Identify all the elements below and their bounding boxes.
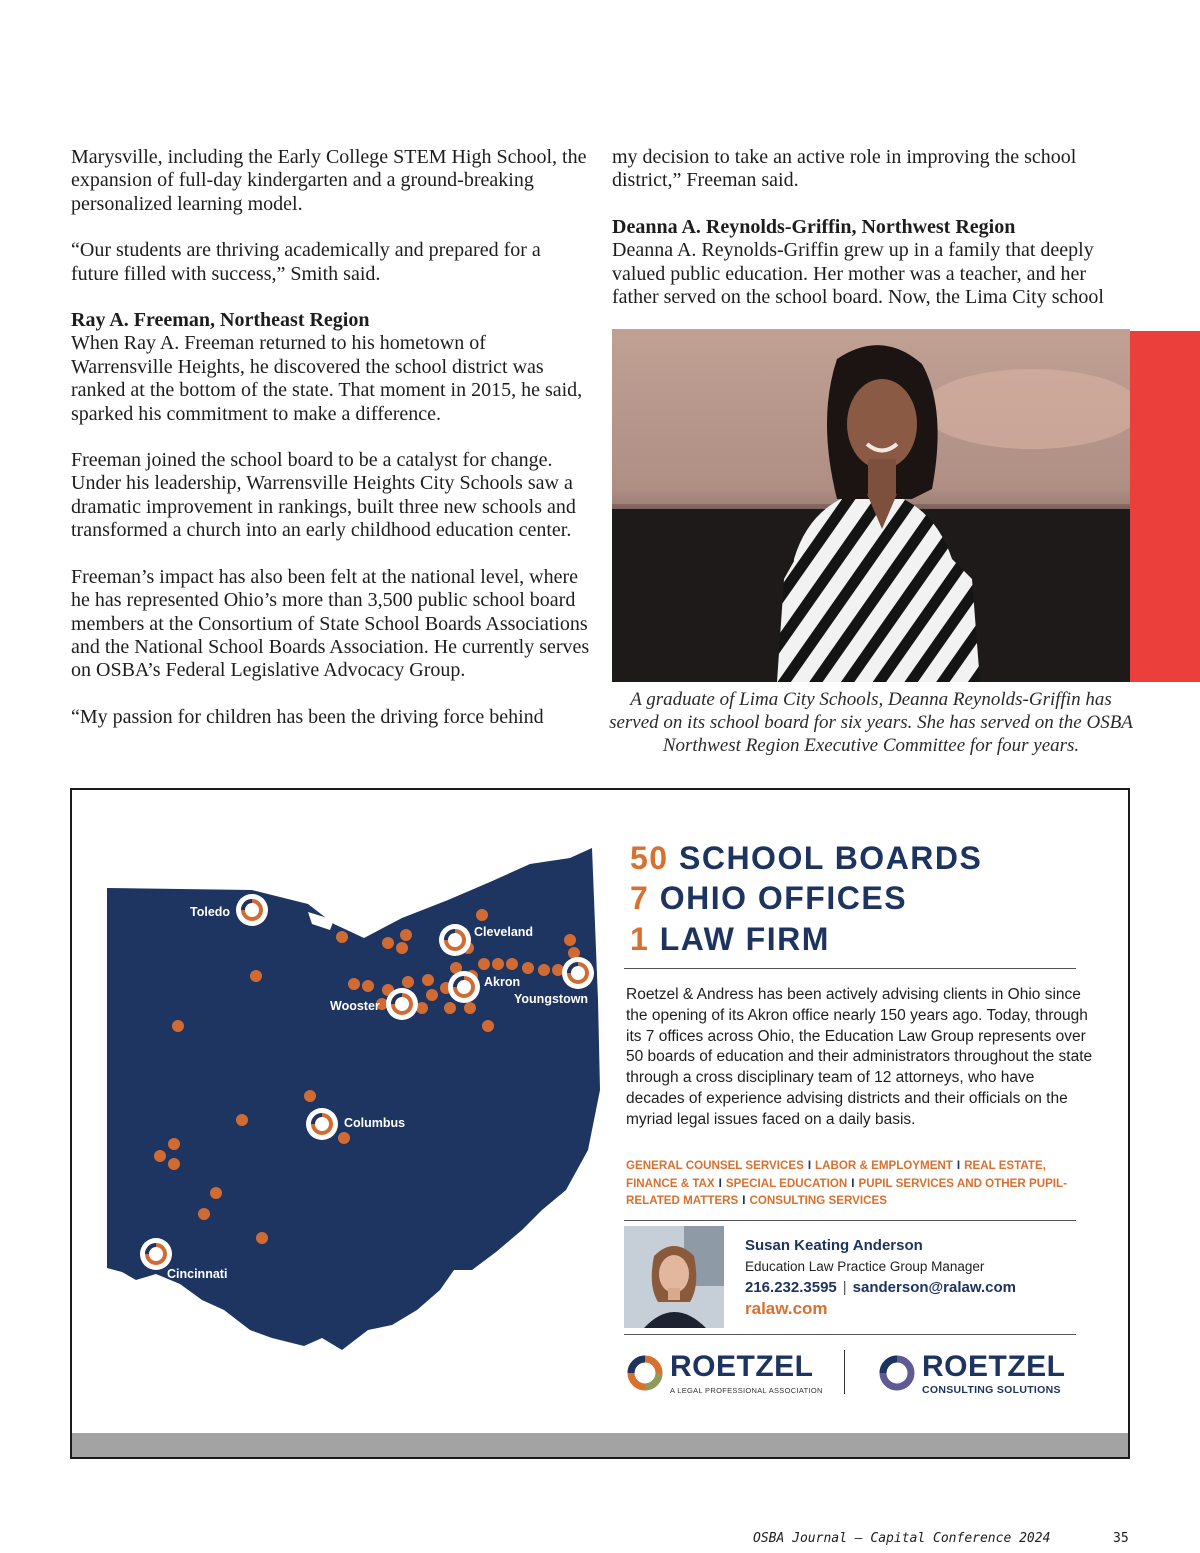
paragraph-freeman-3: Freeman’s impact has also been felt at the national level, where he has represented Ohio’s more than 3,500 public school board members at the Consortium of State School Boards Associations and the National School Boards Association. He currently serves on OSBA’s Federal Legislative Advocacy Group.: [71, 565, 590, 682]
roetzel-advertisement: [70, 788, 1130, 1459]
logo-divider: [844, 1350, 845, 1394]
headline-line-3: 1 LAW FIRM: [630, 921, 830, 957]
ad-body-text: Roetzel & Andress has been actively advising clients in Ohio since the opening of its Akron office nearly 150 years ago. Today, through its 7 offices across Ohio, the Education Law Group represents over 50 boards of education and their administrators throughout the state through a cross disciplinary team of 12 attorneys, who have decades of experience advising districts and their officials on the myriad legal issues faced on a daily basis.: [626, 986, 1093, 1128]
ad-gray-bar: [72, 1433, 1128, 1457]
roetzel-consulting-swirl-icon: [876, 1352, 918, 1394]
contact-name: Susan Keating Anderson: [745, 1237, 923, 1254]
label-youngstown: Youngstown: [514, 992, 589, 1006]
article-left-column: [71, 146, 591, 752]
headline-line-1: 50 SCHOOL BOARDS: [630, 840, 983, 876]
label-wooster: Wooster: [330, 999, 380, 1013]
divider-bottom: [624, 1334, 1076, 1335]
label-toledo: Toledo: [190, 905, 231, 919]
contact-info: [745, 1236, 1085, 1320]
headline-line-2: 7 OHIO OFFICES: [630, 880, 908, 916]
roetzel-tagline: A LEGAL PROFESSIONAL ASSOCIATION: [670, 1386, 823, 1395]
label-cincinnati: Cincinnati: [167, 1267, 228, 1281]
label-cleveland: Cleveland: [474, 925, 534, 939]
divider-top: [624, 968, 1076, 969]
heading-reynolds: Deanna A. Reynolds-Griffin, Northwest Region: [612, 215, 1016, 238]
red-accent-bar: [1130, 331, 1200, 682]
page-number: 35: [1113, 1531, 1129, 1546]
paragraph-freeman-2: Freeman joined the school board to be a catalyst for change. Under his leadership, Warrensville Heights City Schools saw a dramatic improvement in rankings, built three new schools and transformed a church into an early childhood education center.: [71, 449, 576, 542]
roetzel-wordmark: ROETZEL: [670, 1350, 814, 1383]
contact-website[interactable]: ralaw.com: [745, 1299, 828, 1318]
contact-headshot: [624, 1226, 724, 1328]
ohio-map: [72, 790, 632, 1435]
contact-title: Education Law Practice Group Manager: [745, 1259, 985, 1274]
paragraph-smith-quote: “Our students are thriving academically and prepared for a future filled with success,” Smith said.: [71, 239, 541, 285]
footer-journal: OSBA Journal — Capital Conference 2024: [753, 1531, 1051, 1546]
label-columbus: Columbus: [344, 1116, 406, 1130]
contact-phone[interactable]: 216.232.3595: [745, 1279, 837, 1296]
paragraph-freeman-quote-end: my decision to take an active role in improving the school district,” Freeman said.: [612, 146, 1077, 192]
roetzel-consulting-wordmark: ROETZEL: [922, 1350, 1066, 1383]
paragraph-freeman-4: “My passion for children has been the driving force behind: [71, 705, 544, 728]
paragraph-marysville: Marysville, including the Early College STEM High School, the expansion of full-day kindergarten and a ground-breaking personalized learning model.: [71, 146, 587, 215]
article-right-column: [612, 146, 1132, 332]
photo-caption: A graduate of Lima City Schools, Deanna Reynolds-Griffin has served on its school board for six years. She has served on the OSBA Northwest Region Executive Committee for four years.: [609, 689, 1133, 756]
roetzel-consulting-tagline: CONSULTING SOLUTIONS: [922, 1384, 1061, 1396]
divider-middle: [624, 1220, 1076, 1221]
services-list: GENERAL COUNSEL SERVICES I LABOR & EMPLOYMENT I REAL ESTATE, FINANCE & TAX I SPECIAL EDUCATION I PUPIL SERVICES AND OTHER PUPIL-RELATED MATTERS I CONSULTING SERVICES: [626, 1159, 1067, 1207]
paragraph-reynolds: Deanna A. Reynolds-Griffin grew up in a family that deeply valued public education. Her mother was a teacher, and her father served on the school board. Now, the Lima City school: [612, 239, 1104, 309]
label-akron: Akron: [484, 975, 521, 989]
reynolds-griffin-photo: [612, 329, 1130, 682]
headshot-illustration: [624, 1226, 724, 1328]
photo-illustration: [612, 329, 1130, 682]
roetzel-swirl-icon: [624, 1352, 666, 1394]
paragraph-freeman-1: When Ray A. Freeman returned to his hometown of Warrensville Heights, he discovered the school district was ranked at the bottom of the state. That moment in 2015, he said, sparked his commitment to make a difference.: [71, 332, 583, 425]
heading-freeman: Ray A. Freeman, Northeast Region: [71, 309, 370, 332]
contact-email[interactable]: sanderson@ralaw.com: [852, 1279, 1016, 1296]
contact-line: 216.232.3595 | sanderson@ralaw.com: [745, 1279, 1016, 1296]
